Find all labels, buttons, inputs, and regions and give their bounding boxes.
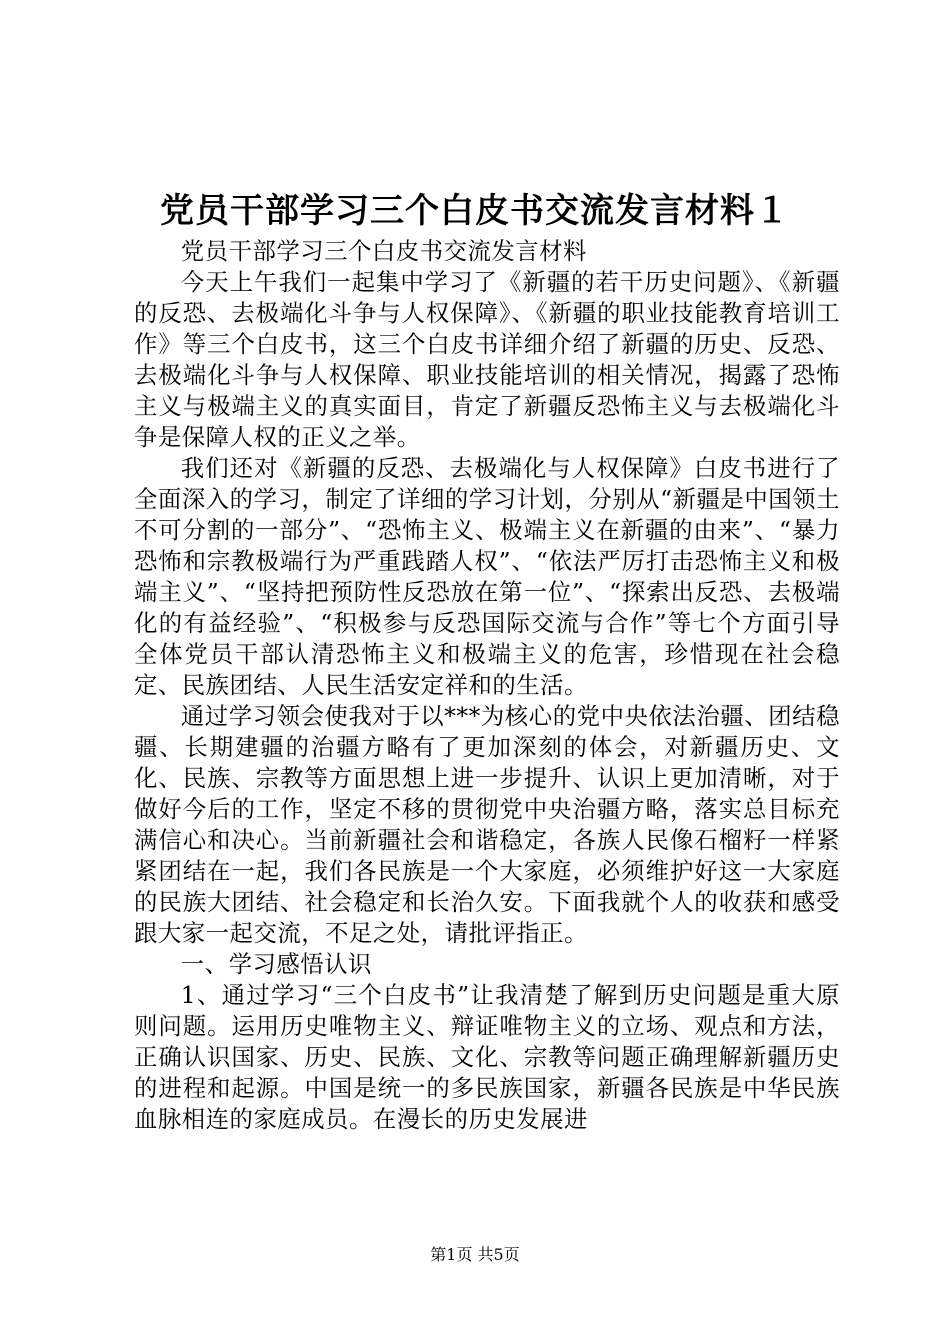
document-title: 党员干部学习三个白皮书交流发言材料１ [160,191,790,231]
paragraph-point-1: 1、通过学习“三个白皮书”让我清楚了解到历史问题是重大原则问题。运用历史唯物主义、辩证唯物主义的立场、观点和方法，正确认识国家、历史、民族、文化、宗教等问题正确理解新疆历史的进程和起源。中国是统一的多民族国家，新疆各民族是中华民族血脉相连的家庭成员。在漫长的历史发展进 [134,981,840,1133]
paragraph-study-plan: 我们还对《新疆的反恐、去极端化与人权保障》白皮书进行了全面深入的学习，制定了详细的学习计划，分别从“新疆是中国领土不可分割的一部分”、“恐怖主义、极端主义在新疆的由来”、“暴力恐怖和宗教极端行为严重践踏人权”、“依法严厉打击恐怖主义和极端主义”、“坚持把预防性反恐放在第一位”、“探索出反恐、去极端化的有益经验”、“积极参与反恐国际交流与合作”等七个方面引导全体党员干部认清恐怖主义和极端主义的危害，珍惜现在社会稳定、民族团结、人民生活安定祥和的生活。 [134,454,840,699]
section-heading: 一、学习感悟认识 [180,950,372,978]
paragraph-understanding: 通过学习领会使我对于以***为核心的党中央依法治疆、团结稳疆、长期建疆的治疆方略有了更加深刻的体会，对新疆历史、文化、民族、宗教等方面思想上进一步提升、认识上更加清晰，对于做好今后的工作，坚定不移的贯彻党中央治疆方略，落实总目标充满信心和决心。当前新疆社会和谐稳定，各族人民像石榴籽一样紧紧团结在一起，我们各民族是一个大家庭，必须维护好这一大家庭的民族大团结、社会稳定和长治久安。下面我就个人的收获和感受跟大家一起交流，不足之处，请批评指正。 [134,702,840,947]
page-footer: 第1页 共5页 [430,1245,520,1264]
paragraph-intro: 今天上午我们一起集中学习了《新疆的若干历史问题》、《新疆的反恐、去极端化斗争与人权保障》、《新疆的职业技能教育培训工作》等三个白皮书，这三个白皮书详细介绍了新疆的历史、反恐、去极端化斗争与人权保障、职业技能培训的相关情况，揭露了恐怖主义与极端主义的真实面目，肯定了新疆反恐怖主义与去极端化斗争是保障人权的正义之举。 [134,268,840,451]
paragraph-subtitle: 党员干部学习三个白皮书交流发言材料 [180,237,587,265]
document-body [134,236,840,1135]
